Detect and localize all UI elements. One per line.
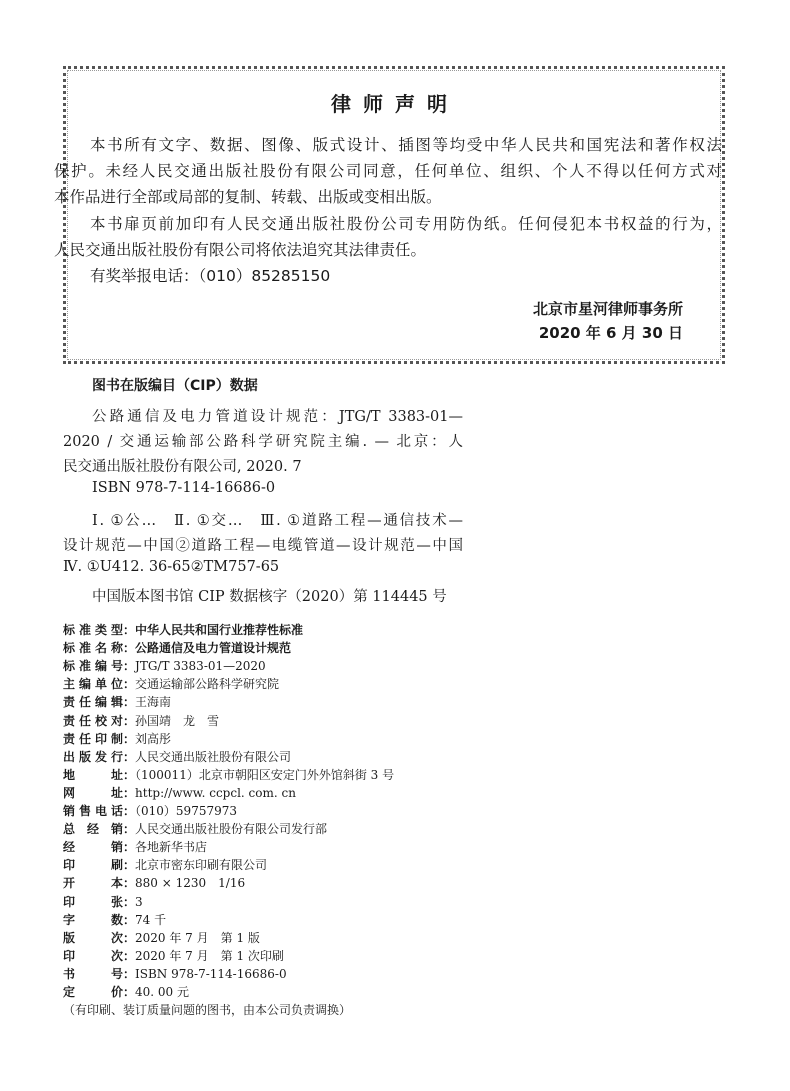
colophon-colon: ： (123, 876, 136, 891)
colophon-row (63, 748, 291, 765)
colophon-value: 3 (135, 894, 143, 909)
colophon-row (63, 929, 260, 946)
colophon-row (63, 965, 287, 982)
declaration-title: 律师声明 (331, 92, 459, 116)
colophon-key: 出版发行 (63, 749, 123, 764)
colophon-colon: ： (123, 985, 136, 999)
colophon-value: 人民交通出版社股份有限公司 (135, 749, 292, 764)
colophon-value: 2020 年 7 月 第 1 次印刷 (135, 948, 284, 963)
colophon-value: 人民交通出版社股份有限公司发行部 (135, 822, 328, 837)
colophon-value: 刘高彤 (135, 731, 172, 746)
colophon-key: 定价 (63, 985, 123, 999)
colophon-key: 销售电话 (63, 804, 123, 818)
colophon-colon: ： (123, 804, 136, 818)
colophon-key: 印次 (63, 948, 123, 963)
colophon-row (63, 983, 189, 1000)
cip-line: 民交通出版社股份有限公司, 2020. 7 (63, 459, 302, 475)
colophon-value: 公路通信及电力管道设计规范 (135, 641, 292, 656)
colophon-note: （有印刷、装订质量问题的图书，由本公司负责调换） (63, 1003, 352, 1018)
colophon-row (63, 947, 284, 964)
colophon-value: 各地新华书店 (135, 840, 208, 855)
colophon-key: 总经销 (63, 822, 123, 837)
colophon-row (63, 838, 207, 855)
colophon-row (63, 893, 143, 910)
declaration-line: 本书所有文字、数据、图像、版式设计、插图等均受中华人民共和国宪法和著作权法 (90, 136, 722, 154)
cip-line: ISBN 978-7-114-16686-0 (92, 480, 276, 496)
declaration-signatory: 北京市星河律师事务所 (532, 300, 683, 318)
colophon-row (63, 820, 327, 837)
colophon-key: 标准类型 (63, 623, 123, 637)
cip-line: 设计规范—中国②道路工程—电缆管道—设计规范—中国 (63, 538, 463, 554)
colophon-key: 印刷 (63, 858, 123, 873)
colophon-colon: ： (123, 966, 136, 981)
colophon-key: 责任编辑 (63, 695, 123, 710)
colophon-colon: ： (123, 930, 136, 945)
colophon-row (63, 802, 237, 819)
declaration-line: 本作品进行全部或局部的复制、转载、出版或变相出版。 (54, 188, 442, 206)
colophon-value: 40. 00 元 (135, 985, 189, 999)
colophon-key: 版次 (63, 930, 123, 945)
colophon-key: 字数 (63, 912, 123, 927)
colophon-value: 2020 年 7 月 第 1 版 (135, 930, 260, 945)
cip-line: 2020 / 交通运输部公路科学研究院主编. — 北京：人 (63, 434, 463, 450)
cip-line: Ⅰ. ①公… Ⅱ. ①交… Ⅲ. ①道路工程—通信技术— (92, 513, 463, 529)
colophon-colon: ： (123, 623, 136, 637)
colophon-row (63, 675, 279, 692)
colophon-value: （100011）北京市朝阳区安定门外外馆斜街 3 号 (135, 767, 395, 782)
colophon-value: （010）59757973 (135, 804, 237, 818)
colophon-colon: ： (123, 912, 136, 927)
declaration-date: 2020 年 6 月 30 日 (538, 324, 683, 342)
colophon-colon: ： (123, 731, 136, 746)
colophon-colon: ： (123, 785, 136, 800)
colophon-row (63, 784, 296, 801)
colophon-colon: ： (123, 840, 136, 855)
colophon-value: 880 × 1230 1/16 (135, 876, 246, 891)
colophon-value: http://www. ccpcl. com. cn (135, 785, 296, 800)
declaration-line: 人民交通出版社股份有限公司将依法追究其法律责任。 (54, 241, 427, 259)
colophon-row (63, 856, 267, 873)
colophon-row (63, 639, 291, 656)
colophon-colon: ： (123, 713, 136, 728)
colophon-value: 中华人民共和国行业推荐性标准 (135, 623, 304, 637)
colophon-row (63, 730, 171, 747)
declaration-line: 保护。未经人民交通出版社股份有限公司同意，任何单位、组织、个人不得以任何方式对 (54, 162, 722, 180)
colophon-value: JTG/T 3383-01—2020 (135, 659, 266, 674)
colophon-key: 地址 (63, 767, 123, 782)
cip-heading: 图书在版编目（CIP）数据 (92, 378, 258, 394)
colophon-key: 责任印制 (63, 731, 123, 746)
colophon-colon: ： (123, 695, 136, 710)
colophon-row (63, 911, 166, 928)
colophon-value: 孙国靖 龙 雪 (135, 713, 220, 728)
colophon-colon: ： (123, 948, 136, 963)
colophon-value: 交通运输部公路科学研究院 (135, 677, 280, 692)
colophon-key: 主编单位 (63, 677, 123, 692)
colophon-value: 王海南 (135, 695, 172, 710)
colophon-colon: ： (123, 749, 136, 764)
colophon-key: 标准名称 (63, 641, 123, 656)
colophon-key: 网址 (63, 785, 123, 800)
colophon-row (63, 712, 219, 729)
colophon-value: 北京市密东印刷有限公司 (135, 858, 268, 873)
colophon-value: ISBN 978-7-114-16686-0 (135, 966, 287, 981)
declaration-line: 本书扉页前加印有人民交通出版社股份公司专用防伪纸。任何侵犯本书权益的行为， (90, 215, 722, 233)
colophon-key: 书号 (63, 966, 123, 981)
cip-line: 中国版本图书馆 CIP 数据核字（2020）第 114445 号 (92, 589, 447, 605)
colophon-colon: ： (123, 767, 136, 782)
colophon-row (63, 657, 266, 674)
colophon-colon: ： (123, 659, 136, 674)
colophon-colon: ： (123, 858, 136, 873)
colophon-row (63, 621, 303, 638)
colophon-row (63, 693, 171, 710)
colophon-key: 责任校对 (63, 713, 123, 728)
colophon-row (63, 766, 394, 783)
colophon-row (63, 874, 245, 891)
colophon-key: 标准编号 (63, 659, 123, 674)
declaration-line: 有奖举报电话：（010）85285150 (90, 267, 331, 285)
cip-line: Ⅳ. ①U412. 36-65②TM757-65 (63, 559, 280, 575)
colophon-key: 经销 (63, 840, 123, 855)
colophon-colon: ： (123, 641, 136, 656)
colophon-key: 开本 (63, 876, 123, 891)
colophon-value: 74 千 (135, 912, 167, 927)
colophon-key: 印张 (63, 894, 123, 909)
colophon-colon: ： (123, 822, 136, 837)
colophon-colon: ： (123, 894, 136, 909)
colophon-colon: ： (123, 677, 136, 692)
cip-line: 公路通信及电力管道设计规范：JTG/T 3383-01— (92, 409, 463, 425)
